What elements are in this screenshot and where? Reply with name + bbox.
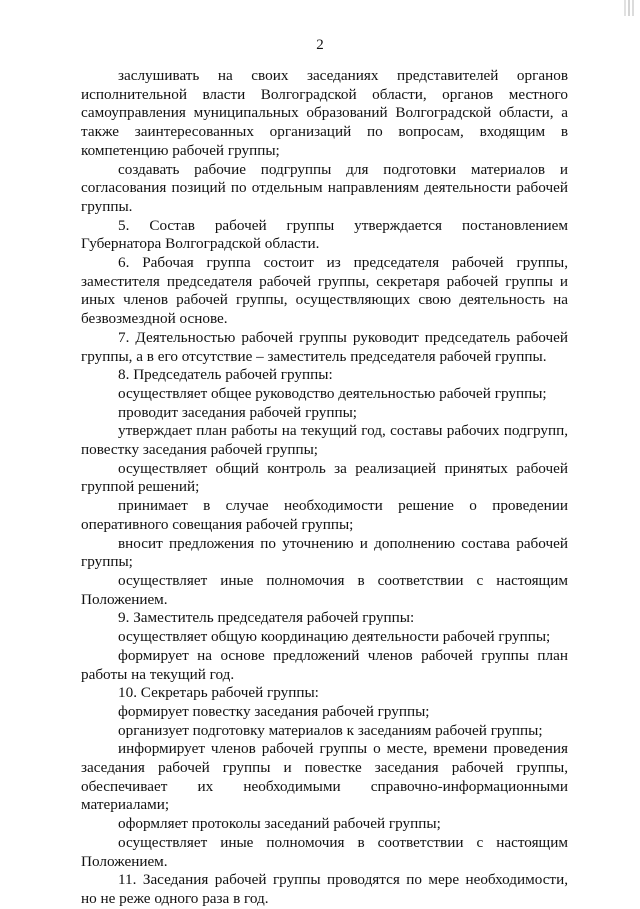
paragraph: 10. Секретарь рабочей группы: (118, 684, 319, 702)
paragraph: осуществляет общий контроль за реализацией принятых рабочей группой решений; (81, 459, 568, 496)
scan-artifact (624, 0, 636, 16)
paragraph: вносит предложения по уточнению и дополнению состава рабочей группы; (81, 534, 568, 571)
paragraph: формирует на основе предложений членов рабочей группы план работы на текущий год. (81, 646, 568, 683)
paragraph: утверждает план работы на текущий год, составы рабочих подгрупп, повестку заседания рабочей группы; (81, 422, 568, 459)
paragraph: формирует повестку заседания рабочей группы; (118, 702, 430, 720)
paragraph: 6. Рабочая группа состоит из председателя рабочей группы, заместителя председателя рабочей группы, секретаря рабочей группы и иных членов рабочей группы, осуществляющих свою деятельность на безвозмездной основе. (81, 254, 568, 328)
paragraph: 8. Председатель рабочей группы: (118, 366, 333, 384)
paragraph: 5. Состав рабочей группы утверждается постановлением Губернатора Волгоградской области. (81, 216, 568, 253)
document-body (81, 67, 568, 909)
paragraph: 7. Деятельностью рабочей группы руководит председатель рабочей группы, а в его отсутствие – заместитель председателя рабочей группы. (81, 328, 568, 365)
paragraph: осуществляет общую координацию деятельности рабочей группы; (118, 628, 551, 646)
paragraph: осуществляет общее руководство деятельностью рабочей группы; (118, 384, 547, 402)
paragraph: 11. Заседания рабочей группы проводятся по мере необходимости, но не реже одного раза в год. (81, 871, 568, 907)
paragraph: осуществляет иные полномочия в соответствии с настоящим Положением. (81, 571, 568, 608)
paragraph: организует подготовку материалов к заседаниям рабочей группы; (118, 721, 543, 739)
paragraph: создавать рабочие подгруппы для подготовки материалов и согласования позиций по отдельным направлениям деятельности рабочей группы. (81, 160, 568, 215)
paragraph: заслушивать на своих заседаниях представителей органов исполнительной власти Волгоградской области, органов местного самоуправления муниципальных образований Волгоградской области, а также заинтересованных организаций по вопросам, входящим в компетенцию рабочей группы; (81, 67, 568, 159)
paragraph: 9. Заместитель председателя рабочей группы: (118, 609, 415, 627)
paragraph: принимает в случае необходимости решение о проведении оперативного совещания рабочей группы; (81, 497, 568, 533)
paragraph: проводит заседания рабочей группы; (118, 403, 358, 421)
paragraph: оформляет протоколы заседаний рабочей группы; (118, 815, 441, 833)
paragraph: осуществляет иные полномочия в соответствии с настоящим Положением. (81, 833, 568, 870)
page-number: 2 (316, 37, 324, 53)
paragraph: информирует членов рабочей группы о месте, времени проведения заседания рабочей группы и повестке заседания рабочей группы, обеспечивает их необходимыми справочно-информационными материалами; (81, 740, 568, 814)
